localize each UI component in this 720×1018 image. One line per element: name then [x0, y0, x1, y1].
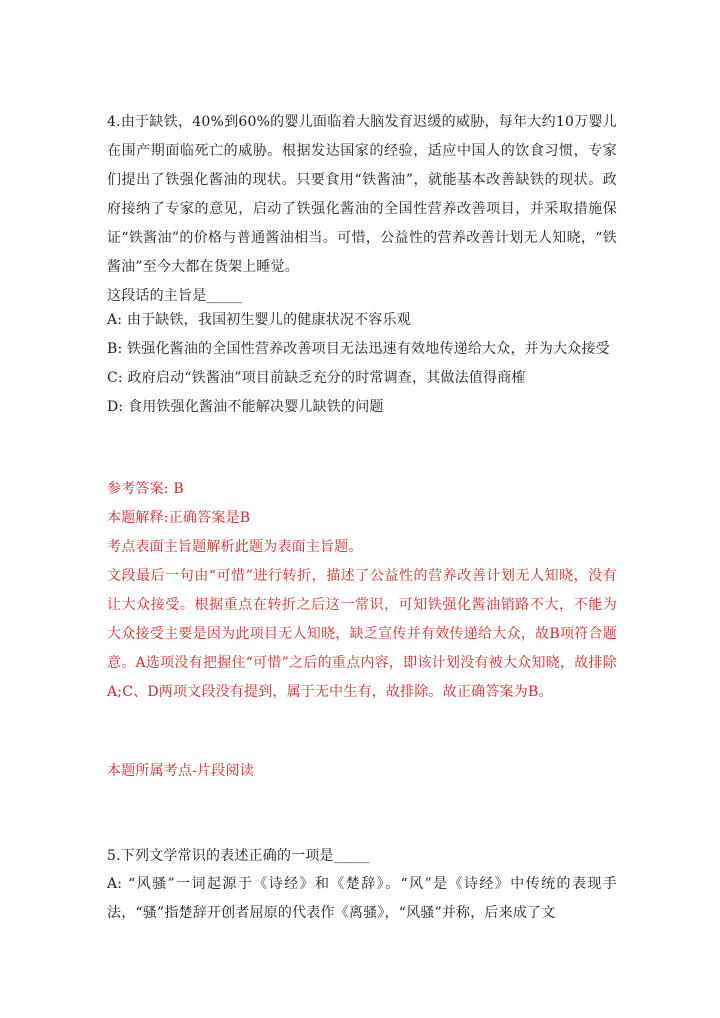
explanation-body: 文段最后一句由“可惜”进行转折，描述了公益性的营养改善计划无人知晓，没有让大众接受。根据重点在转折之后这一常识，可知铁强化酱油销路不大，不能为大众接受主要是因为此项目无人知晓，缺乏宣传并有效传递给大众，故B项符合题意。A选项没有把握住“可惜”之后的重点内容，即该计划没有被大众知晓，故排除A;C、D两项文段没有提到，属于无中生有，故排除。故正确答案为B。 — [107, 568, 617, 700]
answer-label: 参考答案: B — [107, 481, 184, 497]
question-5-stem — [107, 842, 617, 871]
explanation-title: 本题解释:正确答案是B — [107, 510, 251, 526]
question-4-stem-text: 这段话的主旨是_____ — [107, 288, 243, 304]
question-4-passage — [107, 108, 617, 282]
question-4-option-c: C: 政府启动“铁酱油”项目前缺乏充分的时常调查，其做法值得商榷 — [107, 370, 526, 386]
topic-text: 本题所属考点-片段阅读 — [107, 763, 254, 779]
question-4-option-a: A: 由于缺铁，我国初生婴儿的健康状况不容乐观 — [107, 312, 411, 328]
question-4-options — [107, 306, 617, 422]
question-5-option-a-text: A: “风骚”一词起源于《诗经》和《楚辞》。“风”是《诗经》中传统的表现手法，“骚”指楚辞开创者屈原的代表作《离骚》，“风骚”并称，后来成了文 — [107, 876, 617, 921]
question-4-option-d: D: 食用铁强化酱油不能解决婴儿缺铁的问题 — [107, 399, 384, 415]
question-4-topic — [107, 757, 617, 786]
explanation-point: 考点表面主旨题解析此题为表面主旨题。 — [107, 539, 363, 555]
question-4-passage-text: 4.由于缺铁，40%到60%的婴儿面临着大脑发育迟缓的威胁，每年大约10万婴儿在围产期面临死亡的威胁。根据发达国家的经验，适应中国人的饮食习惯，专家们提出了铁强化酱油的现状。只要食用“铁酱油”，就能基本改善缺铁的现状。政府接纳了专家的意见，启动了铁强化酱油的全国性营养改善项目，并采取措施保证“铁酱油”的价格与普通酱油相当。可惜，公益性的营养改善计划无人知晓，“铁酱油”至今大都在货架上睡觉。 — [107, 114, 617, 275]
question-5-stem-text: 5.下列文学常识的表述正确的一项是_____ — [107, 848, 370, 864]
question-4-answer-section — [107, 475, 617, 707]
question-4-option-b: B: 铁强化酱油的全国性营养改善项目无法迅速有效地传递给大众，并为大众接受 — [107, 341, 610, 357]
question-5-option-a — [107, 870, 617, 928]
